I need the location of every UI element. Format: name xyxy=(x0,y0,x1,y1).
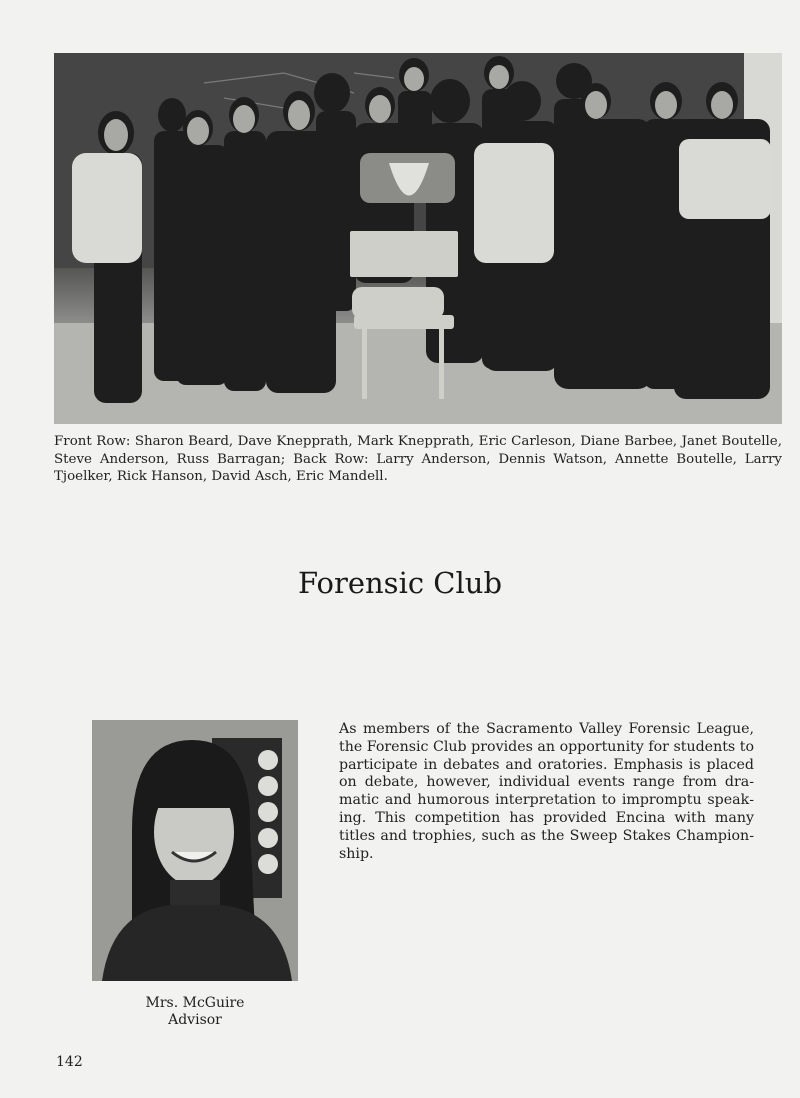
advisor-photo-illustration xyxy=(92,720,298,981)
advisor-caption xyxy=(92,995,298,1029)
advisor-name: Mrs. McGuire xyxy=(145,995,245,1011)
page-title: Forensic Club xyxy=(297,566,503,600)
photo-caption: Front Row: Sharon Beard, Dave Knepprath, Mark Knepprath, Eric Carleson, Diane Barbee, Janet Boutelle, Steve Anderson, Russ Barragan; Back Row: Larry Anderson, Dennis Watson, Annette Boutelle, Larry Tjoelker, Rick Hanson, David Asch, Eric Mandell. xyxy=(54,434,782,484)
group-photo-illustration xyxy=(54,53,782,424)
advisor-role: Advisor xyxy=(168,1012,222,1028)
club-description: As members of the Sacramento Valley Forensic League, the Forensic Club provides an opportunity for students to participate in debates and oratories. Emphasis is placed on debate, however, individual events range from dramatic and humorous interpretation to impromptu speaking. This competition has provided Encina with many titles and trophies, such as the Sweep Stakes Championship. xyxy=(339,721,754,862)
advisor-photo xyxy=(92,720,298,981)
page-number: 142 xyxy=(56,1054,83,1070)
group-photo xyxy=(54,53,782,424)
